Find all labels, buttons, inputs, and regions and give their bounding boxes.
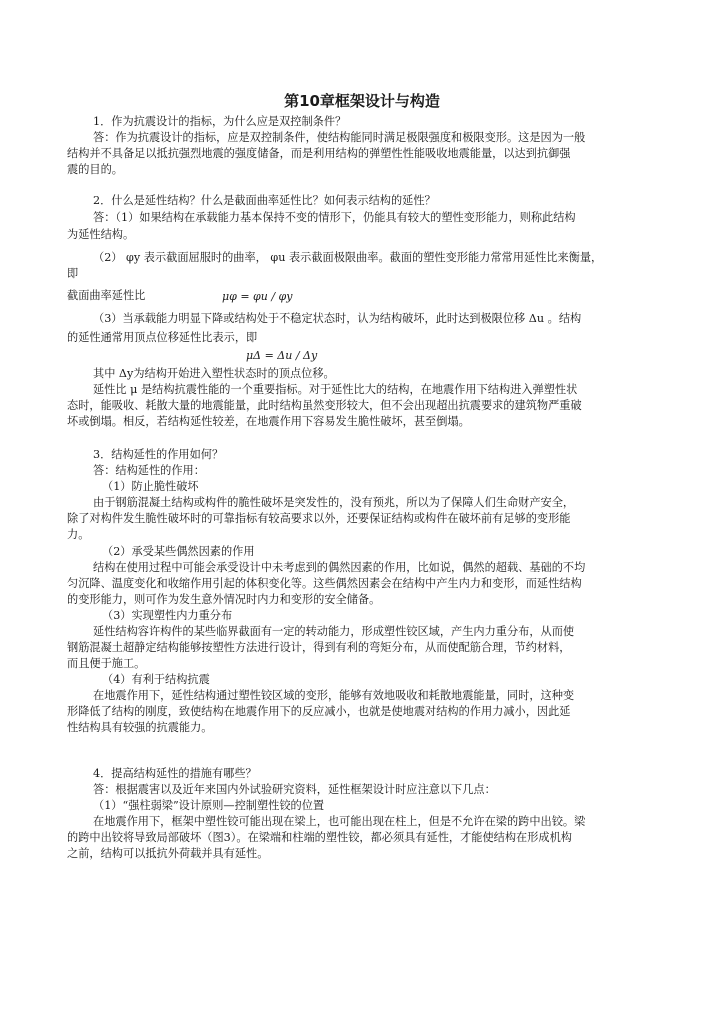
answer-line: 态时，能吸收、耗散大量的地震能量，此时结构虽然变形较大，但不会出现超出抗震要求的建筑物严重破 (67, 399, 582, 412)
answer-line: 匀沉降、温度变化和收缩作用引起的体积变化等。这些偶然因素会在结构中产生内力和变形，而延性结构 (67, 577, 582, 590)
answer-line: 形降低了结构的刚度，致使结构在地震作用下的反应减小，也就是使地震对结构的作用力减小，因此延 (67, 705, 571, 718)
answer-line: 即 (67, 267, 79, 280)
answer-line: 由于钢筋混凝土结构或构件的脆性破坏是突发性的，没有预兆，所以为了保障人们生命财产安全， (93, 496, 575, 509)
answer-line: 答：根据震害以及近年来国内外试验研究资料，延性框架设计时应注意以下几点： (93, 783, 496, 796)
answer-line: 答：作为抗震设计的指标，应是双控制条件，使结构能同时满足极限强度和极限变形。这是因为一般 (93, 131, 586, 144)
question-1: 1．作为抗震设计的指标，为什么应是双控制条件？ (93, 115, 347, 128)
answer-line: 坏或倒塌。相反，若结构延性较差，在地震作用下容易发生脆性破坏，甚至倒塌。 (67, 415, 470, 428)
answer-line: 延性结构容许构件的某些临界截面有一定的转动能力，形成塑性铰区域，产生内力重分布，从而使 (93, 625, 575, 638)
answer-line: 除了对构件发生脆性破坏时的可靠指标有较高要求以外，还要保证结构或构件在破坏前有足够的变形能 (67, 512, 571, 525)
formula-displacement-ductility: μΔ = Δu / Δy (246, 349, 318, 362)
question-2: 2．什么是延性结构？什么是截面曲率延性比？如何表示结构的延性？ (93, 194, 436, 207)
subheading: （1）“强柱弱梁”设计原则—控制塑性铰的位置 (93, 799, 325, 812)
answer-line: 力。 (67, 528, 90, 541)
answer-line: 答：结构延性的作用： (93, 464, 205, 477)
answer-line: 结构并不具备足以抵抗强烈地震的强度储备，而是利用结构的弹塑性性能吸收地震能量，以达到抗御强 (67, 147, 571, 160)
formula-label: 截面曲率延性比 (67, 289, 146, 302)
answer-line: 在地震作用下，延性结构通过塑性铰区域的变形，能够有效地吸收和耗散地震能量，同时，这种变 (93, 689, 575, 702)
answer-line: 性结构具有较强的抗震能力。 (67, 721, 213, 734)
question-4: 4．提高结构延性的措施有哪些？ (93, 767, 257, 780)
subheading: （4）有利于结构抗震 (102, 673, 210, 686)
answer-line: 在地震作用下，框架中塑性铰可能出现在梁上，也可能出现在柱上，但是不允许在梁的跨中出铰。梁 (93, 815, 586, 828)
answer-line: 的跨中出铰将导致局部破坏（图3）。在梁端和柱端的塑性铰，都必须具有延性，才能使结构在形成机构 (67, 831, 572, 844)
answer-line: 之前，结构可以抵抗外荷载并具有延性。 (67, 847, 269, 860)
answer-line: 的延性通常用顶点位移延性比表示，即 (67, 331, 258, 344)
question-3: 3．结构延性的作用如何？ (93, 448, 224, 461)
answer-line: （2） φy 表示截面屈服时的曲率， φu 表示截面极限曲率。截面的塑性变形能力常常用延性比来衡量， (93, 251, 603, 264)
answer-line: 结构在使用过程中可能会承受设计中未考虑到的偶然因素的作用，比如说，偶然的超载、基础的不均 (93, 561, 586, 574)
answer-line: 其中 Δy为结构开始进入塑性状态时的顶点位移。 (93, 367, 335, 380)
subheading: （3）实现塑性内力重分布 (102, 609, 233, 622)
answer-line: 震的目的。 (67, 163, 123, 176)
subheading: （2）承受某些偶然因素的作用 (102, 545, 255, 558)
answer-line: 的变形能力，则可作为发生意外情况时内力和变形的安全储备。 (67, 593, 381, 606)
page-title: 第10章框架设计与构造 (284, 92, 440, 110)
formula-curvature-ductility: μφ = φu / φy (222, 290, 293, 303)
subheading: （1）防止脆性破坏 (102, 480, 199, 493)
answer-line: （3）当承载能力明显下降或结构处于不稳定状态时，认为结构破坏，此时达到极限位移 Δu 。结构 (93, 312, 582, 325)
answer-line: 延性比 μ 是结构抗震性能的一个重要指标。对于延性比大的结构，在地震作用下结构进入弹塑性状 (93, 383, 578, 396)
answer-line: 为延性结构。 (67, 228, 135, 241)
answer-line: 答：（1）如果结构在承载能力基本保持不变的情形下，仍能具有较大的塑性变形能力，则称此结构 (93, 211, 576, 224)
answer-line: 而且便于施工。 (67, 657, 146, 670)
answer-line: 钢筋混凝土超静定结构能够按塑性方法进行设计，得到有利的弯矩分布，从而使配筋合理，节约材料， (67, 641, 571, 654)
